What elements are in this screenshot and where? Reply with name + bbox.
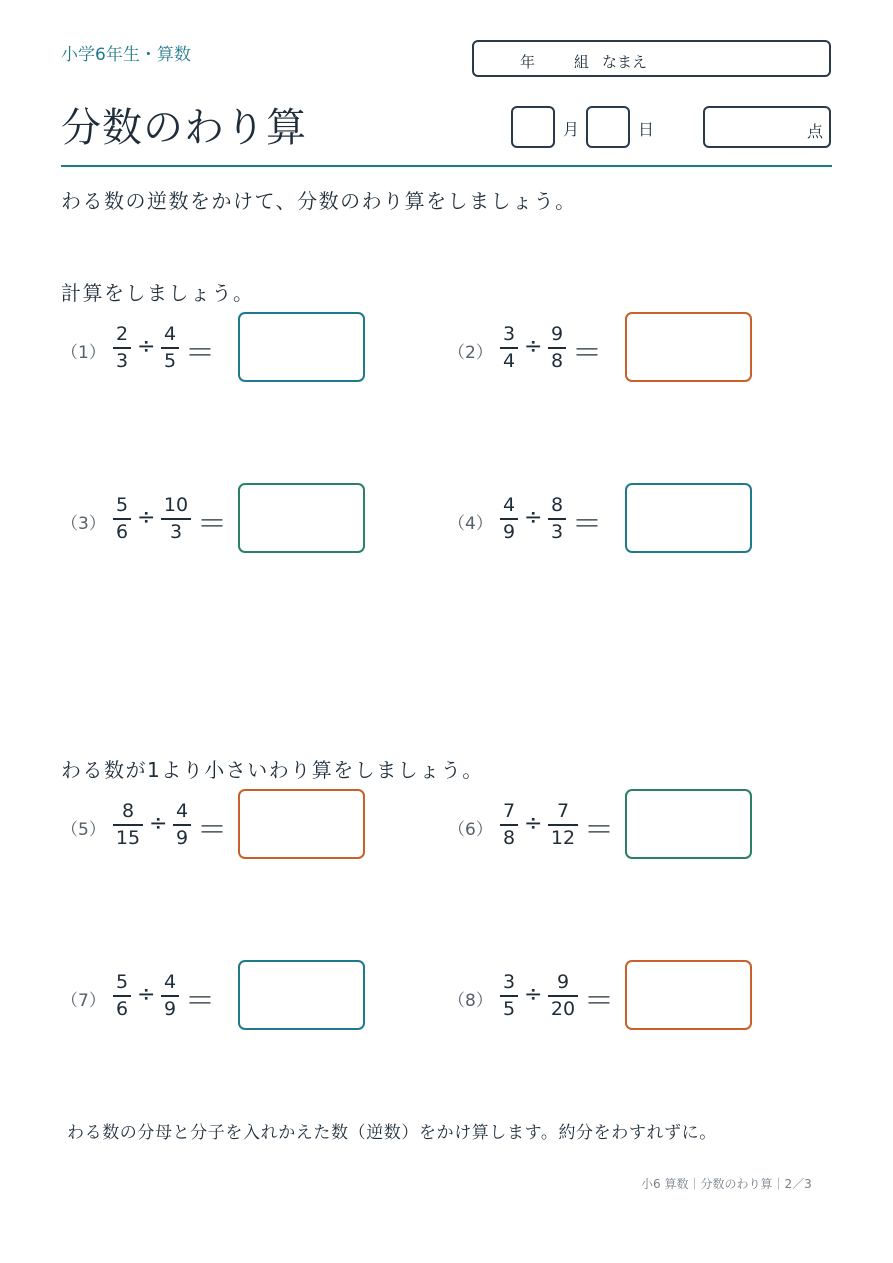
divide-sign: ÷ bbox=[137, 334, 156, 359]
denominator: 3 bbox=[550, 520, 564, 543]
grade-label: 小学6年生・算数 bbox=[61, 45, 191, 65]
numerator: 3 bbox=[502, 971, 516, 993]
divisor-fraction bbox=[548, 970, 578, 1022]
answer-box[interactable] bbox=[625, 483, 752, 553]
dividend-fraction bbox=[113, 799, 143, 851]
answer-box[interactable] bbox=[238, 789, 365, 859]
denominator: 9 bbox=[163, 997, 177, 1020]
dividend-fraction bbox=[500, 799, 518, 851]
equals-sign: ＝ bbox=[572, 507, 602, 542]
divide-sign: ÷ bbox=[524, 982, 543, 1007]
denominator: 8 bbox=[550, 349, 564, 372]
denominator: 8 bbox=[502, 826, 516, 849]
hint-note: わる数の分母と分子を入れかえた数（逆数）をかけ算します。約分をわすれずに。 bbox=[67, 1123, 717, 1143]
problem-number: （6） bbox=[448, 820, 493, 840]
denominator: 3 bbox=[169, 520, 183, 543]
numerator: 8 bbox=[121, 800, 135, 822]
year-label: 年 bbox=[520, 53, 536, 71]
equals-sign: ＝ bbox=[584, 813, 614, 848]
numerator: 4 bbox=[502, 494, 516, 516]
problem-6 bbox=[448, 789, 758, 859]
divisor-fraction bbox=[161, 970, 179, 1022]
numerator: 8 bbox=[550, 494, 564, 516]
numerator: 4 bbox=[175, 800, 189, 822]
numerator: 2 bbox=[115, 323, 129, 345]
equals-sign: ＝ bbox=[584, 984, 614, 1019]
divide-sign: ÷ bbox=[137, 982, 156, 1007]
denominator: 5 bbox=[163, 349, 177, 372]
score-label: 点 bbox=[806, 122, 823, 141]
numerator: 10 bbox=[163, 494, 189, 516]
divisor-fraction bbox=[548, 493, 566, 545]
answer-box[interactable] bbox=[238, 960, 365, 1030]
score-field[interactable] bbox=[703, 106, 831, 148]
problem-number: （8） bbox=[448, 991, 493, 1011]
equals-sign: ＝ bbox=[185, 336, 215, 371]
denominator: 9 bbox=[175, 826, 189, 849]
dividend-fraction bbox=[500, 970, 518, 1022]
answer-box[interactable] bbox=[625, 789, 752, 859]
numerator: 4 bbox=[163, 323, 177, 345]
denominator: 20 bbox=[550, 997, 576, 1020]
problem-number: （1） bbox=[61, 343, 106, 363]
numerator: 5 bbox=[115, 494, 129, 516]
denominator: 5 bbox=[502, 997, 516, 1020]
answer-box[interactable] bbox=[238, 483, 365, 553]
dividend-fraction bbox=[113, 493, 131, 545]
dividend-fraction bbox=[500, 493, 518, 545]
numerator: 7 bbox=[556, 800, 570, 822]
divisor-fraction bbox=[173, 799, 191, 851]
divisor-fraction bbox=[161, 493, 191, 545]
denominator: 3 bbox=[115, 349, 129, 372]
name-label: なまえ bbox=[602, 53, 648, 71]
numerator: 9 bbox=[550, 323, 564, 345]
divisor-fraction bbox=[548, 799, 578, 851]
problem-number: （3） bbox=[61, 514, 106, 534]
divisor-fraction bbox=[548, 322, 566, 374]
answer-box[interactable] bbox=[238, 312, 365, 382]
day-label: 日 bbox=[638, 120, 655, 139]
equals-sign: ＝ bbox=[185, 984, 215, 1019]
day-field[interactable] bbox=[586, 106, 630, 148]
dividend-fraction bbox=[113, 322, 131, 374]
instruction: わる数の逆数をかけて、分数のわり算をしましょう。 bbox=[61, 189, 577, 213]
numerator: 9 bbox=[556, 971, 570, 993]
problem-4 bbox=[448, 483, 758, 553]
denominator: 12 bbox=[550, 826, 576, 849]
divide-sign: ÷ bbox=[137, 505, 156, 530]
page-title: 分数のわり算 bbox=[61, 105, 307, 151]
denominator: 4 bbox=[502, 349, 516, 372]
numerator: 4 bbox=[163, 971, 177, 993]
problem-8 bbox=[448, 960, 758, 1030]
month-field[interactable] bbox=[511, 106, 555, 148]
equals-sign: ＝ bbox=[572, 336, 602, 371]
answer-box[interactable] bbox=[625, 312, 752, 382]
class-label: 組 bbox=[574, 53, 590, 71]
problem-number: （7） bbox=[61, 991, 106, 1011]
divide-sign: ÷ bbox=[149, 811, 168, 836]
denominator: 6 bbox=[115, 520, 129, 543]
numerator: 7 bbox=[502, 800, 516, 822]
problem-1 bbox=[61, 312, 371, 382]
problem-number: （2） bbox=[448, 343, 493, 363]
problem-5 bbox=[61, 789, 371, 859]
divisor-fraction bbox=[161, 322, 179, 374]
problem-number: （5） bbox=[61, 820, 106, 840]
equals-sign: ＝ bbox=[197, 507, 227, 542]
divide-sign: ÷ bbox=[524, 811, 543, 836]
equals-sign: ＝ bbox=[197, 813, 227, 848]
problem-number: （4） bbox=[448, 514, 493, 534]
name-field[interactable] bbox=[472, 40, 831, 77]
month-label: 月 bbox=[563, 120, 580, 139]
problem-3 bbox=[61, 483, 371, 553]
problem-2 bbox=[448, 312, 758, 382]
page-footer: 小6 算数｜分数のわり算｜2／3 bbox=[641, 1177, 812, 1191]
section-heading-1: 計算をしましょう。 bbox=[61, 281, 255, 305]
dividend-fraction bbox=[500, 322, 518, 374]
denominator: 15 bbox=[115, 826, 141, 849]
header-divider bbox=[61, 165, 832, 167]
numerator: 5 bbox=[115, 971, 129, 993]
section-heading-2: わる数が1より小さいわり算をしましょう。 bbox=[61, 758, 484, 782]
divide-sign: ÷ bbox=[524, 505, 543, 530]
numerator: 3 bbox=[502, 323, 516, 345]
divide-sign: ÷ bbox=[524, 334, 543, 359]
denominator: 6 bbox=[115, 997, 129, 1020]
problem-7 bbox=[61, 960, 371, 1030]
dividend-fraction bbox=[113, 970, 131, 1022]
denominator: 9 bbox=[502, 520, 516, 543]
answer-box[interactable] bbox=[625, 960, 752, 1030]
